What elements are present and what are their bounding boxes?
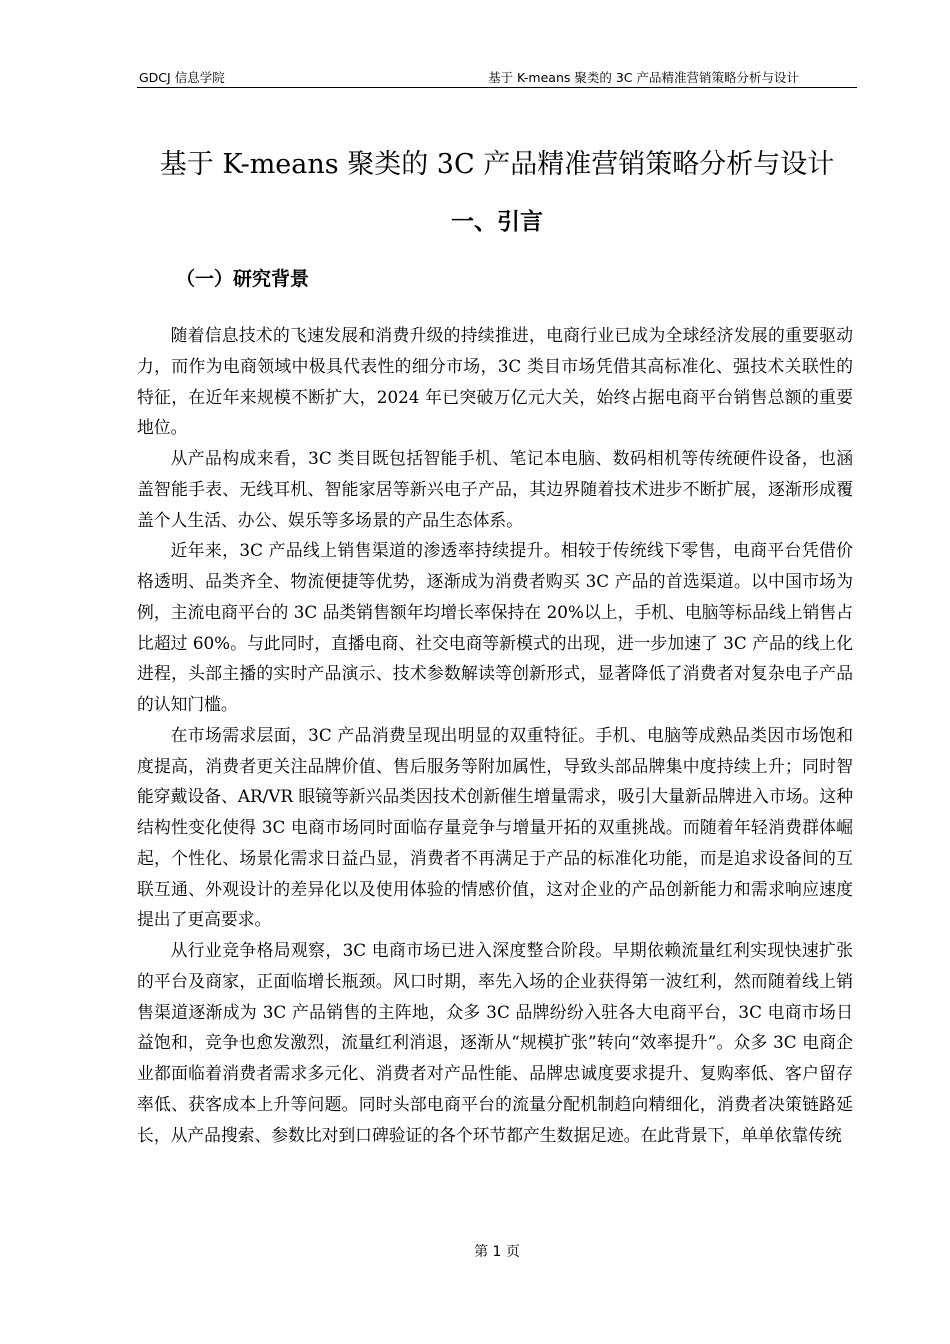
header-document-title: 基于 K-means 聚类的 3C 产品精准营销策略分析与设计 <box>488 70 799 85</box>
paragraph: 从产品构成来看，3C 类目既包括智能手机、笔记本电脑、数码相机等传统硬件设备，也涵盖智能手表、无线耳机、智能家居等新兴电子产品，其边界随着技术进步不断扩展，逐渐形成覆盖个人生活、办公、娱乐等多场景的产品生态体系。 <box>137 448 853 530</box>
subsection-heading: （一）研究背景 <box>176 268 310 290</box>
paragraph: 从行业竞争格局观察，3C 电商市场已进入深度整合阶段。早期依赖流量红利实现快速扩张的平台及商家，正面临增长瓶颈。风口时期，率先入场的企业获得第一波红利，然而随着线上销售渠道逐渐成为 3C 产品销售的主阵地，众多 3C 品牌纷纷入驻各大电商平台，3C 电商市场日益饱和，竞争也愈发激烈，流量红利消退，逐渐从“规模扩张”转向“效率提升”。众多 3C 电商企业都面临着消费者需求多元化、消费者对产品性能、品牌忠诚度要求提升、复购率低、客户留存率低、获客成本上升等问题。同时头部电商平台的流量分配机制趋向精细化，消费者决策链路延长，从产品搜索、参数比对到口碑验证的各个环节都产生数据足迹。在此背景下，单单依靠传统 <box>137 940 853 1145</box>
running-header <box>137 68 857 88</box>
page-number: 第 1 页 <box>474 1244 520 1260</box>
body-text <box>137 320 853 1150</box>
paragraph: 随着信息技术的飞速发展和消费升级的持续推进，电商行业已成为全球经济发展的重要驱动力，而作为电商领域中极具代表性的细分市场，3C 类目市场凭借其高标准化、强技术关联性的特征，在近年来规模不断扩大，2024 年已突破万亿元大关，始终占据电商平台销售总额的重要地位。 <box>137 325 853 438</box>
section-heading: 一、引言 <box>451 209 543 235</box>
document-title: 基于 K-means 聚类的 3C 产品精准营销策略分析与设计 <box>159 149 835 180</box>
header-institution: GDCJ 信息学院 <box>139 70 225 85</box>
paragraph: 在市场需求层面，3C 产品消费呈现出明显的双重特征。手机、电脑等成熟品类因市场饱和度提高，消费者更关注品牌价值、售后服务等附加属性，导致头部品牌集中度持续上升；同时智能穿戴设备、AR/VR 眼镜等新兴品类因技术创新催生增量需求，吸引大量新品牌进入市场。这种结构性变化使得 3C 电商市场同时面临存量竞争与增量开拓的双重挑战。而随着年轻消费群体崛起，个性化、场景化需求日益凸显，消费者不再满足于产品的标准化功能，而是追求设备间的互联互通、外观设计的差异化以及使用体验的情感价值，这对企业的产品创新能力和需求响应速度提出了更高要求。 <box>137 724 853 930</box>
paragraph: 近年来，3C 产品线上销售渠道的渗透率持续提升。相较于传统线下零售，电商平台凭借价格透明、品类齐全、物流便捷等优势，逐渐成为消费者购买 3C 产品的首选渠道。以中国市场为例，主流电商平台的 3C 品类销售额年均增长率保持在 20%以上，手机、电脑等标品线上销售占比超过 60%。与此同时，直播电商、社交电商等新模式的出现，进一步加速了 3C 产品的线上化进程，头部主播的实时产品演示、技术参数解读等创新形式，显著降低了消费者对复杂电子产品的认知门槛。 <box>137 540 853 714</box>
